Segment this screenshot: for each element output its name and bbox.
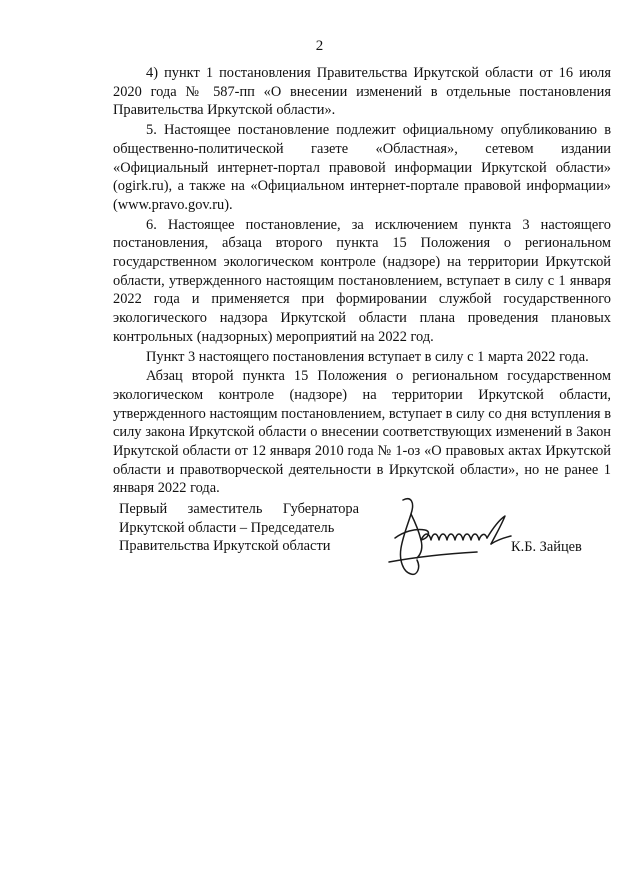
signature-block <box>119 500 611 590</box>
paragraph-item-4: 4) пункт 1 постановления Правительства Иркутской области от 16 июля 2020 года № 587-пп «О внесении изменений в отдельные постановления Правительства Иркутской области». <box>113 65 611 119</box>
signer-position-line: Первый заместитель Губернатора <box>119 501 359 517</box>
signer-name: К.Б. Зайцев <box>511 539 582 555</box>
handwritten-signature <box>381 492 519 582</box>
signer-position-line: Правительства Иркутской области <box>119 538 331 555</box>
paragraph-clause-15-effective-date: Абзац второй пункта 15 Положения о региональном государственном экологическом контроле (надзоре) на территории Иркутской области, утвержденного настоящим постановлением, вступает в силу со дня вступления в силу закона Иркутской области о внесении соответствующих изменений в Закон Иркутской области от 12 января 2010 года № 1-оз «О правовых актах Иркутской области и правотворческой деятельности в Иркутской области», но не ранее 1 января 2022 года. <box>113 368 611 497</box>
paragraph-clause-6: 6. Настоящее постановление, за исключением пункта 3 настоящего постановления, абзаца второго пункта 15 Положения о региональном государственном экологическом контроле (надзоре) на территории Иркутской области, утвержденного настоящим постановлением, вступает в силу с 1 января 2022 года и применяется при формировании службой государственного экологического надзора Иркутской области плана проведения плановых контрольных (надзорных) мероприятий на 2022 год. <box>113 216 611 345</box>
paragraph-clause-5: 5. Настоящее постановление подлежит официальному опубликованию в общественно-политической газете «Областная», сетевом издании «Официальный интернет-портал правовой информации Иркутской области» (ogirk.ru), а также на «Официальном интернет-портале правовой информации» (www.pravo.gov.ru). <box>113 122 611 213</box>
signer-position <box>119 500 359 556</box>
document-body <box>113 64 611 498</box>
signer-position-line: Иркутской области – Председатель <box>119 519 335 536</box>
paragraph-clause-3-effective-date: Пункт 3 настоящего постановления вступает в силу с 1 марта 2022 года. <box>146 348 589 365</box>
page-number: 2 <box>315 38 324 54</box>
